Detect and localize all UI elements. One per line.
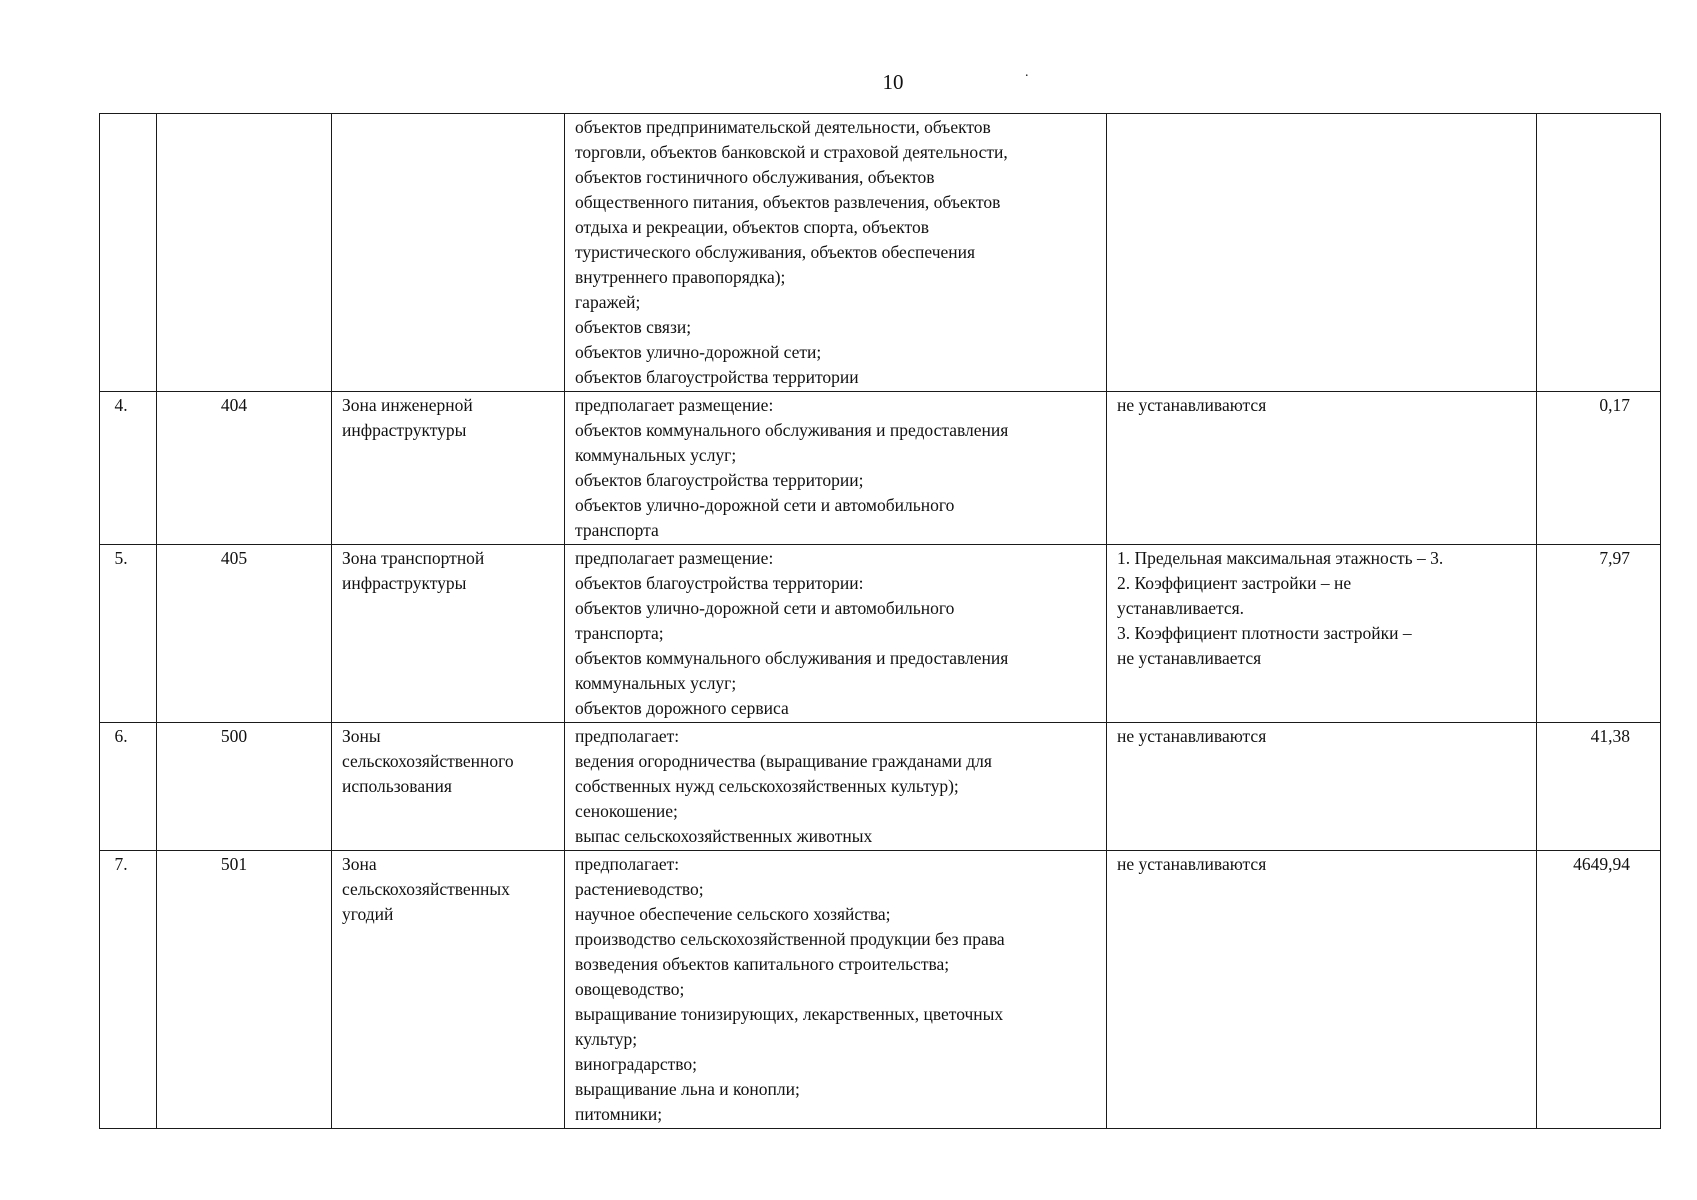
permitted-use-cell-line: объектов благоустройства территории; <box>575 470 864 490</box>
zone-name-cell-line: угодий <box>342 904 394 924</box>
permitted-use-cell-line: объектов коммунального обслуживания и предоставления <box>575 648 1009 668</box>
permitted-use-cell-line: объектов благоустройства территории <box>575 367 859 387</box>
permitted-use-cell-line: торговли, объектов банковской и страховой деятельности, <box>575 142 1008 162</box>
row-number-cell: 7. <box>100 851 157 1129</box>
building-parameters-cell <box>1107 392 1537 545</box>
permitted-use-cell <box>565 545 1107 723</box>
permitted-use-cell <box>565 392 1107 545</box>
permitted-use-cell-line: питомники; <box>575 1104 663 1124</box>
zone-name-cell-line: Зоны <box>342 726 381 746</box>
permitted-use-cell-line: предполагает: <box>575 854 680 874</box>
building-parameters-cell-line: 2. Коэффициент застройки – не <box>1117 573 1352 593</box>
permitted-use-cell-line: овощеводство; <box>575 979 685 999</box>
building-parameters-cell <box>1107 723 1537 851</box>
zone-name-cell-line: Зона инженерной <box>342 395 473 415</box>
zone-name-cell <box>332 114 565 392</box>
row-number-cell: 4. <box>100 392 157 545</box>
row-number-cell: 5. <box>100 545 157 723</box>
table-row <box>100 545 1661 723</box>
permitted-use-cell-line: туристического обслуживания, объектов обеспечения <box>575 242 976 262</box>
building-parameters-cell-line: не устанавливаются <box>1117 854 1267 874</box>
permitted-use-cell-line: объектов гостиничного обслуживания, объектов <box>575 167 935 187</box>
table-row <box>100 723 1661 851</box>
permitted-use-cell-line: объектов благоустройства территории: <box>575 573 864 593</box>
zones-table <box>99 113 1661 1129</box>
building-parameters-cell-line: не устанавливаются <box>1117 395 1267 415</box>
permitted-use-cell-line: отдыха и рекреации, объектов спорта, объектов <box>575 217 929 237</box>
permitted-use-cell-line: выращивание тонизирующих, лекарственных, цветочных <box>575 1004 1004 1024</box>
permitted-use-cell-line: предполагает размещение: <box>575 548 774 568</box>
permitted-use-cell-line: культур; <box>575 1029 638 1049</box>
zone-name-cell-line: использования <box>342 776 452 796</box>
permitted-use-cell-line: производство сельскохозяйственной продукции без права <box>575 929 1005 949</box>
permitted-use-cell-line: объектов дорожного сервиса <box>575 698 789 718</box>
permitted-use-cell-line: виноградарство; <box>575 1054 698 1074</box>
permitted-use-cell-line: ведения огородничества (выращивание гражданами для <box>575 751 992 771</box>
permitted-use-cell-line: выращивание льна и конопли; <box>575 1079 800 1099</box>
zone-area-cell: 41,38 <box>1537 723 1661 851</box>
permitted-use-cell-line: сенокошение; <box>575 801 678 821</box>
permitted-use-cell <box>565 114 1107 392</box>
zone-area-cell: 7,97 <box>1537 545 1661 723</box>
zone-name-cell <box>332 851 565 1129</box>
permitted-use-cell-line: предполагает размещение: <box>575 395 774 415</box>
building-parameters-cell-line: устанавливается. <box>1117 598 1245 618</box>
zone-name-cell-line: Зона транспортной <box>342 548 485 568</box>
zone-code-cell <box>157 114 332 392</box>
permitted-use-cell-line: растениеводство; <box>575 879 704 899</box>
zone-name-cell-line: инфраструктуры <box>342 573 467 593</box>
permitted-use-cell <box>565 851 1107 1129</box>
zone-code-cell: 500 <box>157 723 332 851</box>
permitted-use-cell-line: собственных нужд сельскохозяйственных культур); <box>575 776 959 796</box>
permitted-use-cell-line: предполагает: <box>575 726 680 746</box>
table-row <box>100 114 1661 392</box>
zone-code-cell: 501 <box>157 851 332 1129</box>
zone-name-cell <box>332 723 565 851</box>
permitted-use-cell-line: объектов улично-дорожной сети; <box>575 342 822 362</box>
building-parameters-cell-line: 3. Коэффициент плотности застройки – <box>1117 623 1412 643</box>
building-parameters-cell <box>1107 545 1537 723</box>
zone-name-cell-line: Зона <box>342 854 377 874</box>
building-parameters-cell-line: не устанавливается <box>1117 648 1262 668</box>
permitted-use-cell-line: возведения объектов капитального строительства; <box>575 954 950 974</box>
building-parameters-cell-line: 1. Предельная максимальная этажность – 3. <box>1117 548 1444 568</box>
zone-name-cell <box>332 545 565 723</box>
permitted-use-cell-line: объектов улично-дорожной сети и автомобильного <box>575 598 955 618</box>
permitted-use-cell-line: гаражей; <box>575 292 641 312</box>
zone-name-cell-line: сельскохозяйственных <box>342 879 510 899</box>
zone-name-cell-line: инфраструктуры <box>342 420 467 440</box>
building-parameters-cell <box>1107 114 1537 392</box>
permitted-use-cell-line: коммунальных услуг; <box>575 673 737 693</box>
zone-area-cell: 4649,94 <box>1537 851 1661 1129</box>
permitted-use-cell-line: объектов связи; <box>575 317 692 337</box>
permitted-use-cell-line: объектов коммунального обслуживания и предоставления <box>575 420 1009 440</box>
permitted-use-cell-line: коммунальных услуг; <box>575 445 737 465</box>
permitted-use-cell-line: транспорта; <box>575 623 664 643</box>
permitted-use-cell-line: объектов улично-дорожной сети и автомобильного <box>575 495 955 515</box>
permitted-use-cell-line: выпас сельскохозяйственных животных <box>575 826 873 846</box>
zone-area-cell: 0,17 <box>1537 392 1661 545</box>
permitted-use-cell-line: общественного питания, объектов развлечения, объектов <box>575 192 1001 212</box>
zone-code-cell: 404 <box>157 392 332 545</box>
table-row <box>100 392 1661 545</box>
page-number: 10 <box>882 70 904 94</box>
permitted-use-cell <box>565 723 1107 851</box>
table-row <box>100 851 1661 1129</box>
permitted-use-cell-line: внутреннего правопорядка); <box>575 267 786 287</box>
permitted-use-cell-line: научное обеспечение сельского хозяйства; <box>575 904 891 924</box>
row-number-cell <box>100 114 157 392</box>
zone-area-cell <box>1537 114 1661 392</box>
zone-name-cell-line: сельскохозяйственного <box>342 751 514 771</box>
zones-table-body <box>100 114 1661 1129</box>
permitted-use-cell-line: объектов предпринимательской деятельности, объектов <box>575 117 991 137</box>
building-parameters-cell <box>1107 851 1537 1129</box>
building-parameters-cell-line: не устанавливаются <box>1117 726 1267 746</box>
permitted-use-cell-line: транспорта <box>575 520 659 540</box>
row-number-cell: 6. <box>100 723 157 851</box>
zone-name-cell <box>332 392 565 545</box>
page-mark-dot: . <box>1025 65 1029 80</box>
zone-code-cell: 405 <box>157 545 332 723</box>
